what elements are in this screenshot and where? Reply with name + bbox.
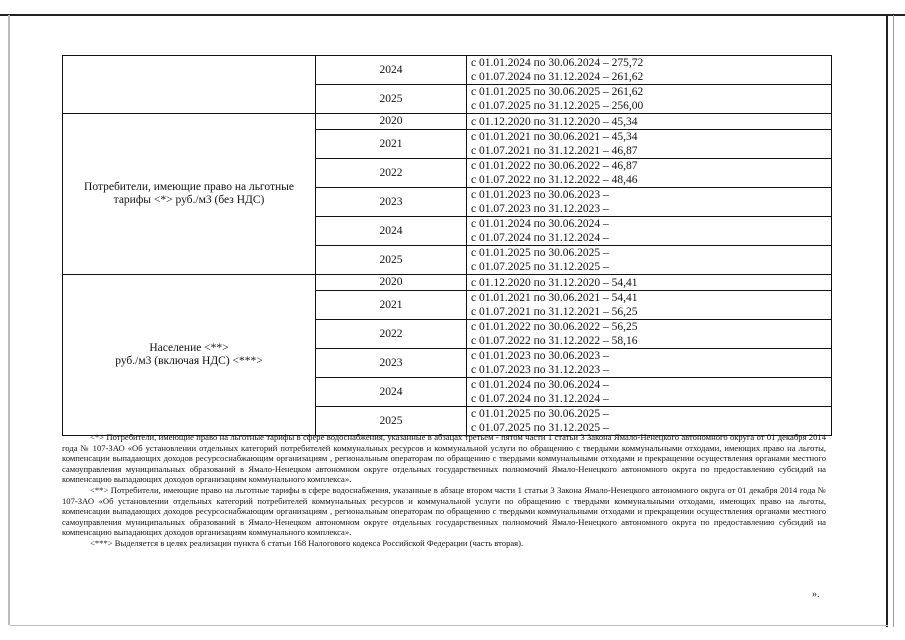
tariff-values-cell <box>467 291 832 320</box>
footnote-1: <*> Потребители, имеющие право на льготные тарифы в сфере водоснабжения, указанные в абзацах третьем - пятом части 1 статьи 3 Закона Ямало-Ненецкого автономного округа от 01 декабря 2014 года № 107-ЗАО «Об установлении отдельных категорий потребителей коммунальных ресурсов и коммунальной услуги по обращению с твердыми коммунальными отходами, имеющих право на льготы, компенсации выпадающих доходов ресурсоснабжающим организациям , региональным операторам по обращению с твердыми коммунальными отходами и прекращении осуществления органами местного самоуправления муниципальных образований в Ямало-Ненецком автономном округе отдельных государственных полномочий Ямало-Ненецкого автономного округа по предоставлению субсидий на компенсацию выпадающих доходов организациям коммунального комплекса». <box>62 432 826 485</box>
tariff-period-value: с 01.01.2023 по 30.06.2023 – <box>471 350 609 362</box>
tariff-period-value: с 01.07.2024 по 31.12.2024 – 261,62 <box>471 71 644 83</box>
tariff-period-value: с 01.07.2025 по 31.12.2025 – <box>471 422 609 434</box>
year-cell: 2024 <box>316 217 467 246</box>
tariff-period-value: с 01.01.2025 по 30.06.2025 – <box>471 247 609 259</box>
scan-edge-right-shadow <box>893 15 894 627</box>
scan-edge-right <box>886 15 888 627</box>
tariff-period-value: с 01.12.2020 по 31.12.2020 – 54,41 <box>471 276 638 289</box>
closing-quote-mark: ». <box>812 589 820 600</box>
scan-edge-left <box>8 15 10 625</box>
footnote-2: <**> Потребители, имеющие право на льготные тарифы в сфере водоснабжения, указанные в абзаце втором части 1 статьи 3 Закона Ямало-Ненецкого автономного округа от 01 декабря 2014 года № 107-ЗАО «Об установлении отдельных категорий потребителей коммунальных ресурсов и коммунальной услуги по обращению с твердыми коммунальными отходами, имеющих право на льготы, компенсации выпадающих доходов ресурсоснабжающим организациям , региональным операторам по обращению с твердыми коммунальными отходами и прекращении осуществления органами местного самоуправления муниципальных образований в Ямало-Ненецком автономном округе отдельных государственных полномочий Ямало-Ненецкого автономного округа по предоставлению субсидий на компенсацию выпадающих доходов организациям коммунального комплекса». <box>62 484 826 538</box>
tariff-period-value: с 01.07.2023 по 31.12.2023 – <box>471 203 609 215</box>
tariff-period-value: с 01.01.2022 по 30.06.2022 – 46,87 <box>471 160 638 172</box>
tariff-period-value: с 01.07.2021 по 31.12.2021 – 56,25 <box>471 306 638 318</box>
tariff-period-value: с 01.01.2025 по 30.06.2025 – 261,62 <box>471 86 644 98</box>
tariff-period-value: с 01.01.2024 по 30.06.2024 – <box>471 218 609 230</box>
year-cell: 2023 <box>316 349 467 378</box>
tariff-period-value: с 01.01.2024 по 30.06.2024 – <box>471 379 609 391</box>
tariff-period-value: с 01.07.2025 по 31.12.2025 – <box>471 261 609 273</box>
tariff-values-cell <box>467 349 832 378</box>
tariff-period-value: с 01.07.2022 по 31.12.2022 – 58,16 <box>471 335 638 347</box>
table-row <box>63 275 832 291</box>
tariff-period-value: с 01.01.2021 по 30.06.2021 – 45,34 <box>471 131 638 143</box>
tariff-period-value: с 01.01.2022 по 30.06.2022 – 56,25 <box>471 321 638 333</box>
tariff-period-value: с 01.07.2021 по 31.12.2021 – 46,87 <box>471 145 638 157</box>
scan-edge-top <box>0 14 905 16</box>
tariff-values-cell <box>467 85 832 114</box>
year-cell: 2021 <box>316 291 467 320</box>
tariff-table-body <box>63 56 832 436</box>
tariff-period-value: с 01.12.2020 по 31.12.2020 – 45,34 <box>471 115 638 128</box>
footnote-3: <***> Выделяется в целях реализации пункта 6 статьи 168 Налогового кодекса Российской Федерации (часть вторая). <box>90 537 524 548</box>
tariff-values-cell <box>467 378 832 407</box>
year-cell: 2021 <box>316 130 467 159</box>
year-cell: 2020 <box>316 114 467 130</box>
consumer-group-cell <box>63 114 316 275</box>
consumer-group-label-line: Население <**> <box>149 342 229 354</box>
table-row <box>63 114 832 130</box>
year-cell: 2024 <box>316 378 467 407</box>
tariff-period-value: с 01.01.2025 по 30.06.2025 – <box>471 408 609 420</box>
consumer-group-cell <box>63 275 316 436</box>
tariff-values-cell <box>467 275 832 291</box>
year-cell: 2024 <box>316 56 467 85</box>
year-cell: 2025 <box>316 407 467 436</box>
tariff-values-cell <box>467 56 832 85</box>
consumer-group-cell <box>63 56 316 114</box>
tariff-values-cell <box>467 320 832 349</box>
tariff-period-value: с 01.07.2024 по 31.12.2024 – <box>471 232 609 244</box>
tariff-values-cell <box>467 217 832 246</box>
year-cell: 2020 <box>316 275 467 291</box>
table-row <box>63 56 832 85</box>
year-cell: 2022 <box>316 320 467 349</box>
tariff-period-value: с 01.07.2025 по 31.12.2025 – 256,00 <box>471 100 644 112</box>
consumer-group-label: Потребители, имеющие право на льготные тарифы <*> руб./м3 (без НДС) <box>84 181 294 206</box>
year-cell: 2023 <box>316 188 467 217</box>
scan-edge-bottom <box>10 625 888 626</box>
year-cell: 2025 <box>316 85 467 114</box>
tariff-values-cell <box>467 114 832 130</box>
tariff-period-value: с 01.07.2024 по 31.12.2024 – <box>471 393 609 405</box>
footnotes <box>62 432 826 549</box>
tariff-values-cell <box>467 130 832 159</box>
tariff-values-cell <box>467 246 832 275</box>
tariff-period-value: с 01.01.2021 по 30.06.2021 – 54,41 <box>471 292 638 304</box>
year-cell: 2022 <box>316 159 467 188</box>
tariff-table <box>62 55 832 436</box>
consumer-group-label-line: руб./м3 (включая НДС) <***> <box>115 355 263 367</box>
tariff-period-value: с 01.01.2023 по 30.06.2023 – <box>471 189 609 201</box>
tariff-period-value: с 01.01.2024 по 30.06.2024 – 275,72 <box>471 57 644 69</box>
tariff-period-value: с 01.07.2022 по 31.12.2022 – 48,46 <box>471 174 638 186</box>
year-cell: 2025 <box>316 246 467 275</box>
tariff-values-cell <box>467 188 832 217</box>
tariff-period-value: с 01.07.2023 по 31.12.2023 – <box>471 364 609 376</box>
tariff-values-cell <box>467 159 832 188</box>
